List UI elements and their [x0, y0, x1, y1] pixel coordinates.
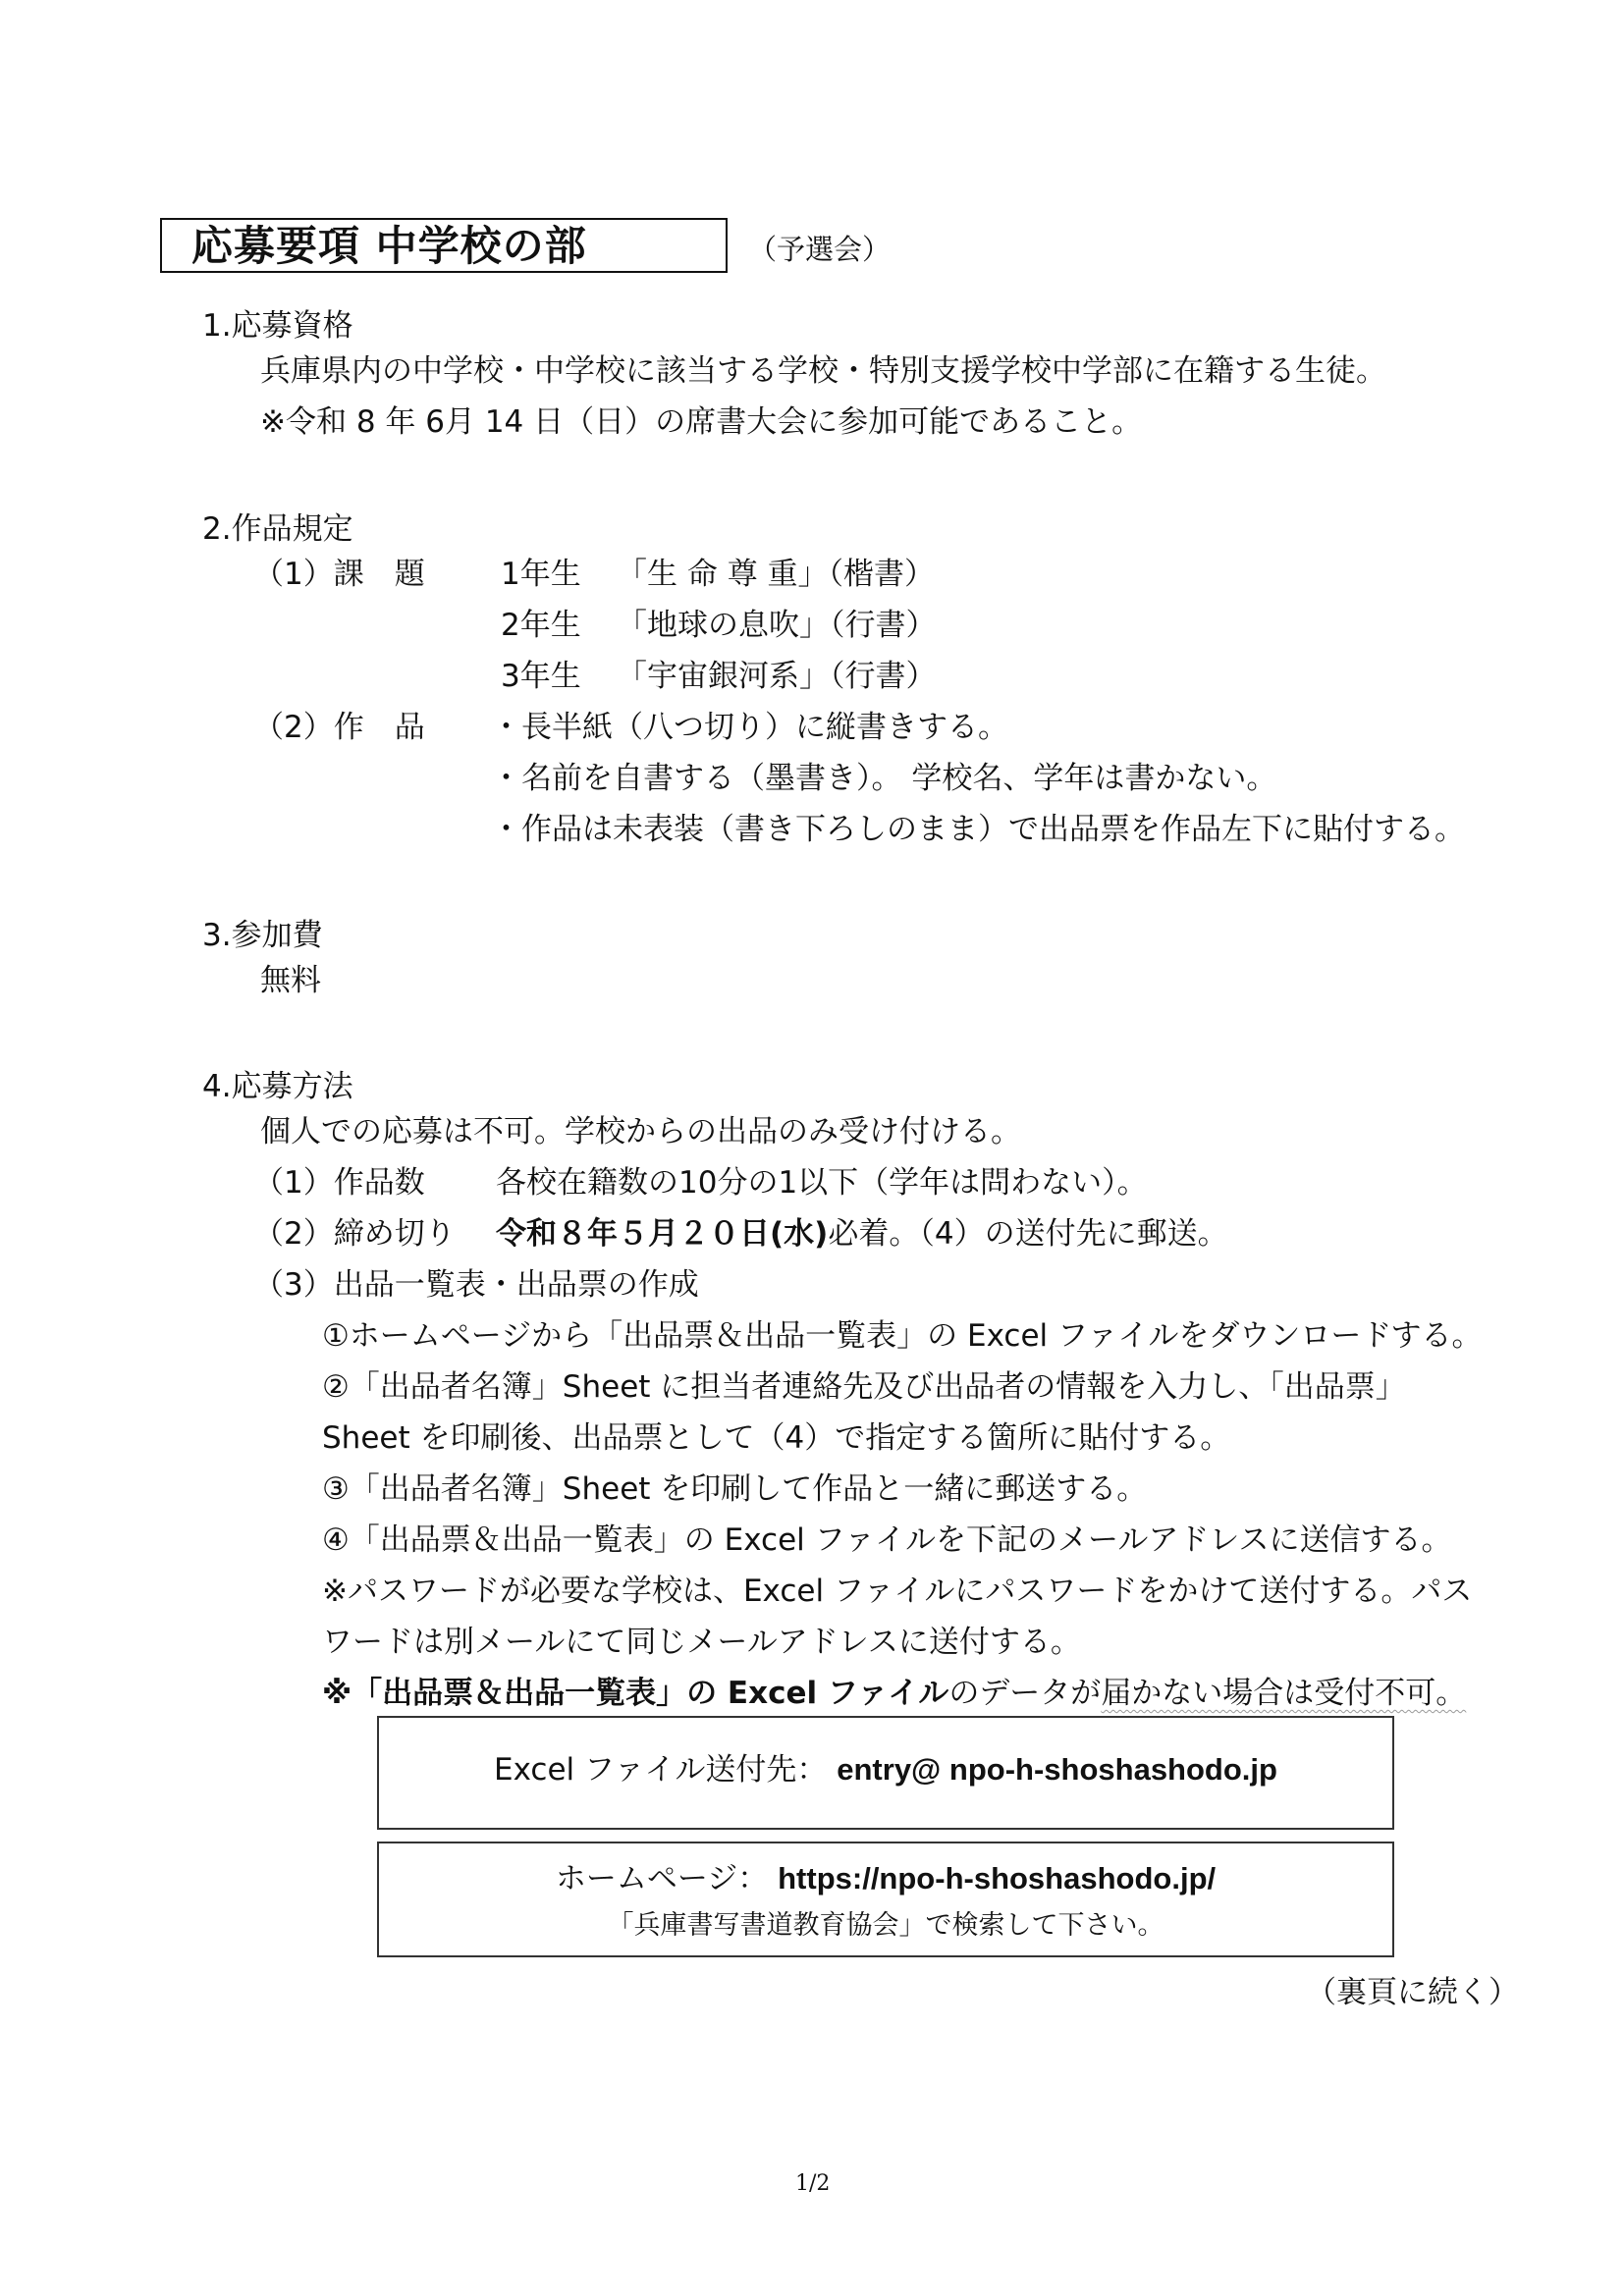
- continued-note: （裏頁に続く）: [1306, 1975, 1519, 2010]
- eligibility-text: 兵庫県内の中学校・中学校に該当する学校・特別支援学校中学部に在籍する生徒。: [260, 353, 1386, 389]
- warning-rest-a: のデータが: [948, 1676, 1102, 1711]
- work-rule-3: ・作品は未表装（書き下ろしのまま）で出品票を作品左下に貼付する。: [491, 812, 1465, 847]
- section-3-heading: 3.参加費: [202, 918, 323, 953]
- method-intro: 個人での応募は不可。学校からの出品のみ受け付ける。: [260, 1114, 1021, 1149]
- count-label: （1）作品数: [253, 1165, 425, 1201]
- email-label: Excel ファイル送付先：: [494, 1752, 828, 1788]
- work-rule-1: ・長半紙（八つ切り）に縦書きする。: [491, 710, 1008, 745]
- work-rule-2: ・名前を自書する（墨書き）。 学校名、学年は書かない。: [491, 761, 1277, 796]
- eligibility-note: ※令和 8 年 6月 14 日（日）の席書大会に参加可能であること。: [260, 404, 1143, 440]
- section-1-heading: 1.応募資格: [202, 308, 353, 344]
- deadline-date: 令和８年５月２０日(水): [496, 1216, 829, 1252]
- topic-text-3: 「宇宙銀河系」（行書）: [617, 659, 937, 694]
- deadline-label: （2）締め切り: [253, 1216, 456, 1252]
- step-2-cont: Sheet を印刷後、出品票として（4）で指定する箇所に貼付する。: [322, 1420, 1231, 1456]
- prep-label: （3）出品一覧表・出品票の作成: [253, 1267, 699, 1303]
- step-2: ②「出品者名簿」Sheet に担当者連絡先及び出品者の情報を入力し、「出品票」: [322, 1369, 1406, 1405]
- topic-grade-2: 2年生: [501, 608, 581, 643]
- page-subtitle: （予選会）: [748, 233, 892, 266]
- topic-grade-3: 3年生: [501, 659, 581, 694]
- homepage-line: [379, 1859, 1392, 1898]
- homepage-search-note: 「兵庫書写書道教育協会」で検索して下さい。: [607, 1910, 1164, 1941]
- step-3: ③「出品者名簿」Sheet を印刷して作品と一緒に郵送する。: [322, 1471, 1148, 1507]
- email-address[interactable]: entry@ npo-h-shoshashodo.jp: [837, 1752, 1277, 1787]
- topic-grade-1: 1年生: [501, 557, 581, 592]
- homepage-box: [377, 1842, 1394, 1957]
- warning-bold: ※「出品票＆出品一覧表」の Excel ファイル: [322, 1676, 949, 1711]
- email-box: [377, 1716, 1394, 1830]
- homepage-url[interactable]: https://npo-h-shoshashodo.jp/: [778, 1861, 1217, 1896]
- warning-rest-b: 届かない場合は受付不可。: [1101, 1676, 1467, 1711]
- page-number: 1/2: [795, 2171, 831, 2196]
- email-line: [379, 1750, 1392, 1789]
- password-note-cont: ワードは別メールにて同じメールアドレスに送付する。: [322, 1625, 1081, 1660]
- topic-text-2: 「地球の息吹」（行書）: [617, 608, 937, 643]
- section-4-heading: 4.応募方法: [202, 1069, 353, 1104]
- deadline-rest: 必着。（4）の送付先に郵送。: [828, 1216, 1228, 1252]
- section-2-heading: 2.作品規定: [202, 511, 353, 547]
- homepage-label: ホームページ：: [555, 1861, 769, 1896]
- step-1: ①ホームページから「出品票＆出品一覧表」の Excel ファイルをダウンロードする。: [322, 1318, 1483, 1354]
- warning-line: [322, 1674, 1466, 1713]
- deadline-line: [496, 1214, 1228, 1254]
- step-4: ④「出品票＆出品一覧表」の Excel ファイルを下記のメールアドレスに送信する。: [322, 1522, 1452, 1558]
- work-label: （2）作 品: [253, 710, 425, 745]
- count-text: 各校在籍数の10分の1以下（学年は問わない）。: [496, 1165, 1148, 1201]
- fee-text: 無料: [260, 963, 321, 998]
- title-box: [160, 218, 728, 273]
- password-note: ※パスワードが必要な学校は、Excel ファイルにパスワードをかけて送付する。パス: [322, 1574, 1473, 1609]
- page-title: 応募要項 中学校の部: [191, 222, 587, 270]
- topic-label: （1）課 題: [253, 557, 425, 592]
- topic-text-1: 「生 命 尊 重」（楷書）: [617, 557, 936, 592]
